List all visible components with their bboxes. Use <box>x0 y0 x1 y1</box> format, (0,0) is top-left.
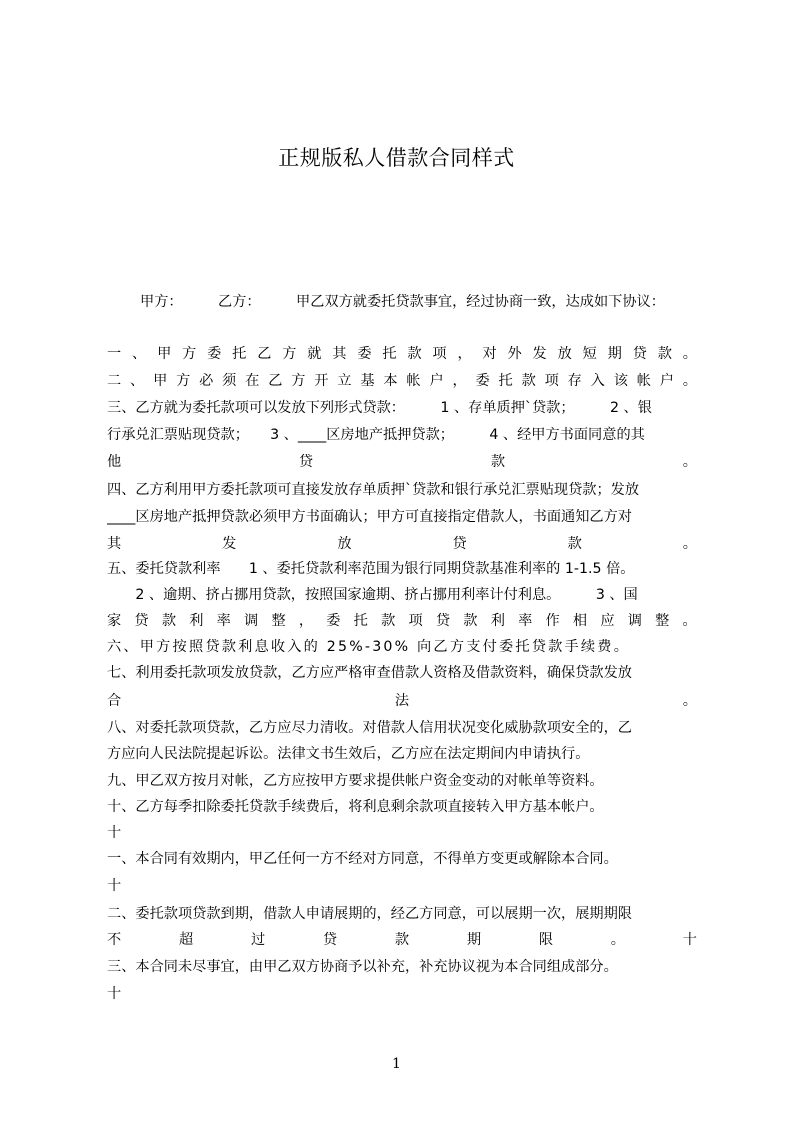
text-glyph: 必 <box>199 373 214 389</box>
text-glyph: 一 <box>107 346 122 362</box>
text-glyph: 其 <box>332 346 347 362</box>
text-glyph: 率 <box>518 613 533 629</box>
text-glyph: 其 <box>107 536 122 552</box>
text-glyph: 对 <box>482 346 497 362</box>
text-glyph: 款 <box>161 613 177 629</box>
text-glyph: 托 <box>498 373 513 389</box>
text-glyph: 短 <box>582 346 597 362</box>
text-glyph: 款 <box>463 613 478 629</box>
text-glyph: 在 <box>245 373 260 389</box>
clause-12-line-1: 二、委托款项贷款到期，借款人申请展期的，经乙方同意，可以展期一次，展期期限 <box>107 906 632 922</box>
text-glyph: 家 <box>107 613 122 629</box>
text-glyph: 托 <box>353 613 368 629</box>
text-glyph: 款 <box>657 346 672 362</box>
text-glyph: 。 <box>610 932 625 948</box>
clause-5-line-3 <box>107 609 697 633</box>
text-glyph: 。 <box>682 454 697 470</box>
text-glyph: 方 <box>182 346 197 362</box>
clause-11-number: 十 <box>107 825 122 841</box>
text-glyph: 十 <box>682 932 697 948</box>
text-glyph: 贷 <box>134 613 149 629</box>
text-glyph: 发 <box>222 536 237 552</box>
text-glyph: 不 <box>107 932 122 948</box>
text-glyph: 立 <box>337 373 352 389</box>
clause-14-number: 十 <box>107 986 122 1002</box>
text-glyph: 帐 <box>636 373 651 389</box>
text-glyph: 款 <box>521 373 536 389</box>
text-glyph: 贷 <box>322 932 338 948</box>
text-glyph: ， <box>298 613 314 629</box>
text-glyph: 相 <box>572 613 588 629</box>
text-glyph: 利 <box>189 613 204 629</box>
clause-4-line-3 <box>107 532 697 556</box>
text-glyph: 项 <box>544 373 559 389</box>
text-glyph: 委 <box>326 613 341 629</box>
text-glyph: 。 <box>682 373 697 389</box>
text-glyph: 入 <box>590 373 605 389</box>
text-glyph: 款 <box>381 613 396 629</box>
clause-3-line-3 <box>107 450 697 474</box>
text-glyph: 。 <box>682 613 697 629</box>
text-glyph: 合 <box>107 693 122 709</box>
text-glyph: 须 <box>222 373 237 389</box>
text-glyph: 户 <box>659 373 674 389</box>
text-glyph: 调 <box>244 613 259 629</box>
text-glyph: ， <box>452 373 467 389</box>
clause-5-line-2: 2 、逾期、挤占挪用贷款，按照国家逾期、挤占挪用利率计付利息。 3 、国 <box>107 587 638 603</box>
clause-9: 九、甲乙双方按月对帐，乙方应按甲方要求提供帐户资金变动的对帐单等资料。 <box>107 773 604 789</box>
text-glyph: 贷 <box>298 454 314 470</box>
text-glyph: 本 <box>383 373 398 389</box>
document-title: 正规版私人借款合同样式 <box>278 146 515 170</box>
text-glyph: 。 <box>682 693 697 709</box>
text-glyph: 率 <box>216 613 231 629</box>
text-glyph: 基 <box>360 373 375 389</box>
text-glyph: 利 <box>490 613 505 629</box>
text-glyph: 整 <box>655 613 670 629</box>
text-glyph: 乙 <box>268 373 283 389</box>
text-glyph: 存 <box>567 373 582 389</box>
text-glyph: 调 <box>627 613 642 629</box>
text-glyph: 他 <box>107 454 122 470</box>
text-glyph: 开 <box>314 373 329 389</box>
text-glyph: 放 <box>337 536 352 552</box>
text-glyph: 项 <box>432 346 447 362</box>
text-glyph: 放 <box>557 346 572 362</box>
text-glyph: 期 <box>466 932 482 948</box>
intro-parties: 甲方： 乙方： 甲乙双方就委托贷款事宜，经过协商一致，达成如下协议： <box>140 294 665 310</box>
clause-7-line-2 <box>107 689 697 713</box>
text-glyph: 发 <box>532 346 547 362</box>
text-glyph: 贷 <box>435 613 451 629</box>
text-glyph: 限 <box>538 932 554 948</box>
text-glyph: 外 <box>507 346 522 362</box>
clause-3-line-2: 行承兑汇票贴现贷款； 3 、____区房地产抵押贷款； 4 、经甲方书面同意的其 <box>107 427 645 443</box>
text-glyph: 法 <box>394 693 410 709</box>
text-glyph: 帐 <box>406 373 421 389</box>
text-glyph: 超 <box>178 932 194 948</box>
text-glyph: 项 <box>408 613 423 629</box>
text-glyph: 应 <box>600 613 615 629</box>
clause-12-number: 十 <box>107 878 122 894</box>
text-glyph: 委 <box>207 346 222 362</box>
clause-4-line-2: ____区房地产抵押贷款必须甲方书面确认；甲方可直接指定借款人，书面通知乙方对 <box>107 509 632 525</box>
clause-3-line-1: 三、乙方就为委托款项可以发放下列形式贷款： 1 、存单质押`贷款； 2 、银 <box>107 400 652 416</box>
text-glyph: 期 <box>607 346 622 362</box>
text-glyph: 款 <box>490 454 506 470</box>
clause-2 <box>107 369 697 393</box>
text-glyph: 托 <box>382 346 397 362</box>
text-glyph: 。 <box>682 536 697 552</box>
clause-7-line-1: 七、利用委托款项发放贷款，乙方应严格审查借款人资格及借款资料，确保贷款发放 <box>107 665 632 681</box>
clause-6: 六、甲方按照贷款利息收入的 25%-30% 向乙方支付委托贷款手续费。 <box>107 639 631 655</box>
text-glyph: 该 <box>613 373 628 389</box>
clause-13-line-1: 三、本合同未尽事宜，由甲乙双方协商予以补充，补充协议视为本合同组成部分。 <box>107 959 618 975</box>
text-glyph: 托 <box>232 346 247 362</box>
text-glyph: 委 <box>475 373 490 389</box>
clause-5-line-1: 五、委托贷款利率 1 、委托贷款利率范围为银行同期贷款基准利率的 1-1.5 倍。 <box>107 561 635 577</box>
text-glyph: 就 <box>307 346 322 362</box>
clause-11-text: 一、本合同有效期内，甲乙任何一方不经对方同意，不得单方变更或解除本合同。 <box>107 851 618 867</box>
text-glyph: 委 <box>357 346 372 362</box>
text-glyph: 款 <box>567 536 582 552</box>
text-glyph: 二 <box>107 373 122 389</box>
text-glyph: 乙 <box>257 346 272 362</box>
text-glyph: 方 <box>291 373 306 389</box>
page-number: 1 <box>392 1056 401 1072</box>
clause-8-line-1: 八、对委托款项贷款，乙方应尽力清收。对借款人信用状况变化威胁款项安全的，乙 <box>107 720 632 736</box>
text-glyph: 甲 <box>157 346 172 362</box>
text-glyph: 方 <box>282 346 297 362</box>
text-glyph: 作 <box>545 613 560 629</box>
text-glyph: 、 <box>132 346 147 362</box>
text-glyph: 整 <box>271 613 286 629</box>
text-glyph: 方 <box>176 373 191 389</box>
text-glyph: 、 <box>130 373 145 389</box>
clause-12-line-2 <box>107 928 697 952</box>
clause-1 <box>107 342 697 366</box>
text-glyph: 。 <box>682 346 697 362</box>
text-glyph: 贷 <box>452 536 467 552</box>
text-glyph: 甲 <box>153 373 168 389</box>
text-glyph: 户 <box>429 373 444 389</box>
clause-10: 十、乙方每季扣除委托贷款手续费后，将利息剩余款项直接转入甲方基本帐户。 <box>107 799 604 815</box>
text-glyph: 款 <box>394 932 410 948</box>
text-glyph: 过 <box>250 932 266 948</box>
clause-4-line-1: 四、乙方利用甲方委托款项可直接发放存单质押`贷款和银行承兑汇票贴现贷款；发放 <box>107 482 640 498</box>
text-glyph: ， <box>457 346 472 362</box>
text-glyph: 贷 <box>632 346 647 362</box>
clause-8-line-2: 方应向人民法院提起诉讼。法律文书生效后，乙方应在法定期间内申请执行。 <box>107 746 590 762</box>
text-glyph: 款 <box>407 346 422 362</box>
